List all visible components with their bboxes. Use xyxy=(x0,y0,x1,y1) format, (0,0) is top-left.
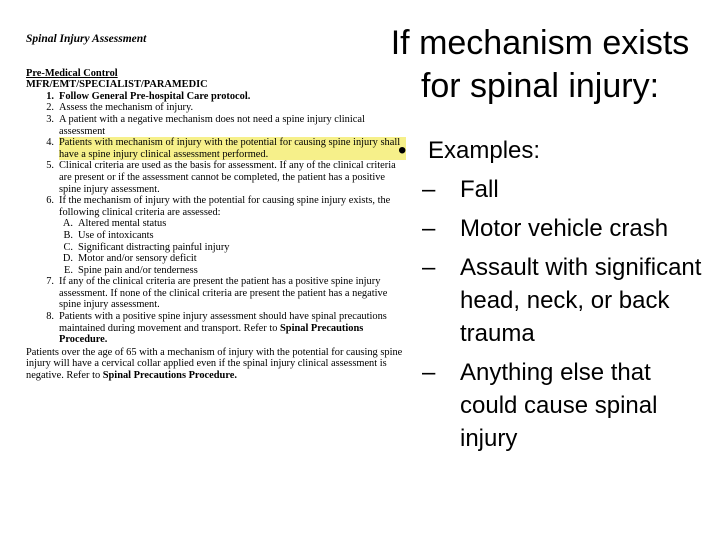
protocol-item-8 xyxy=(26,311,406,346)
criteria-letter: C. xyxy=(63,241,73,253)
section-subheading: MFR/EMT/SPECIALIST/PARAMEDIC xyxy=(26,79,208,91)
criteria-text: Motor and/or sensory deficit xyxy=(78,253,197,265)
item-number: 7. xyxy=(46,276,54,288)
criteria-letter: B. xyxy=(63,229,73,241)
protocol-item-3 xyxy=(26,114,406,137)
bullet-examples xyxy=(398,134,713,167)
item-number: 8. xyxy=(46,311,54,323)
item-number: 2. xyxy=(46,102,54,114)
example-item xyxy=(422,356,713,455)
example-text: Fall xyxy=(460,176,499,203)
criteria-text: Altered mental status xyxy=(78,218,167,230)
dash-icon: – xyxy=(422,215,436,242)
criteria-letter: E. xyxy=(64,264,73,276)
item-number: 3. xyxy=(46,113,54,125)
item-text: A patient with a negative mechanism does not need a spine injury clinical assessment xyxy=(59,113,365,137)
item-text: If any of the clinical criteria are present the patient has a positive spine injury assessment. If none of the clinical criteria are present the patient has a negative spine injury assessment. xyxy=(59,276,388,311)
section-heading: Pre-Medical Control xyxy=(26,67,118,79)
footer-note-text: Patients over the age of 65 with a mechanism of injury with the potential for causing spine injury will have a cervical collar applied even if the spinal injury clinical assessment is negative. Refer to xyxy=(26,346,403,382)
item-number: 4. xyxy=(46,137,54,149)
slide-title: If mechanism exists for spinal injury: xyxy=(390,24,690,105)
example-item xyxy=(422,251,713,350)
protocol-item-6 xyxy=(26,195,406,218)
criteria-item-e xyxy=(26,265,406,277)
protocol-item-5 xyxy=(26,160,406,195)
criteria-item-a xyxy=(26,218,406,230)
dash-icon: – xyxy=(422,254,436,281)
example-item xyxy=(422,173,713,206)
item-8-text: Patients with a positive spine injury assessment should have spinal precautions maintained during movement and transport. Refer to xyxy=(59,311,387,334)
highlighted-item-text: Patients with mechanism of injury with the potential for causing spine injury shall have a spine injury clinical assessment performed. xyxy=(59,137,406,160)
item-text: If the mechanism of injury with the potential for causing spine injury exists, the following clinical criteria are assessed: xyxy=(59,195,391,218)
protocol-document xyxy=(26,34,406,382)
item-number: 5. xyxy=(46,160,54,172)
item-number: 1. xyxy=(46,90,54,102)
protocol-item-2 xyxy=(26,102,406,114)
footer-note xyxy=(26,347,406,382)
protocol-item-1 xyxy=(26,91,406,103)
document-title: Spinal Injury Assessment xyxy=(26,33,147,45)
example-text: Motor vehicle crash xyxy=(460,215,669,242)
example-item xyxy=(422,212,713,245)
item-text: Assess the mechanism of injury. xyxy=(59,102,194,114)
protocol-item-4-highlighted xyxy=(26,137,406,160)
criteria-text: Significant distracting painful injury xyxy=(78,241,230,253)
criteria-item-c xyxy=(26,242,406,254)
item-text: Clinical criteria are used as the basis for assessment. If any of the clinical criteria are present or if the assessment cannot be completed, the patient has a positive spine injury assessment. xyxy=(59,160,396,195)
protocol-item-7 xyxy=(26,276,406,311)
bullet-dot-icon: • xyxy=(398,137,407,164)
criteria-letter: D. xyxy=(62,253,73,265)
footer-procedure-reference: Spinal Precautions Procedure. xyxy=(102,370,237,382)
criteria-item-d xyxy=(26,253,406,265)
criteria-letter: A. xyxy=(62,218,73,230)
dash-icon: – xyxy=(422,359,436,386)
item-number: 6. xyxy=(46,195,54,207)
criteria-text: Spine pain and/or tenderness xyxy=(78,264,198,276)
examples-list xyxy=(398,173,713,455)
bullet-text: Examples: xyxy=(428,137,541,164)
slide-bullets xyxy=(398,134,713,461)
example-text: Anything else that could cause spinal injury xyxy=(460,359,658,452)
criteria-text: Use of intoxicants xyxy=(78,229,154,241)
item-text xyxy=(59,311,406,346)
example-text: Assault with significant head, neck, or back trauma xyxy=(460,254,702,347)
item-text: Follow General Pre-hospital Care protocol. xyxy=(59,90,251,102)
criteria-item-b xyxy=(26,230,406,242)
dash-icon: – xyxy=(422,176,436,203)
procedure-reference: Spinal Precautions Procedure. xyxy=(59,322,364,346)
